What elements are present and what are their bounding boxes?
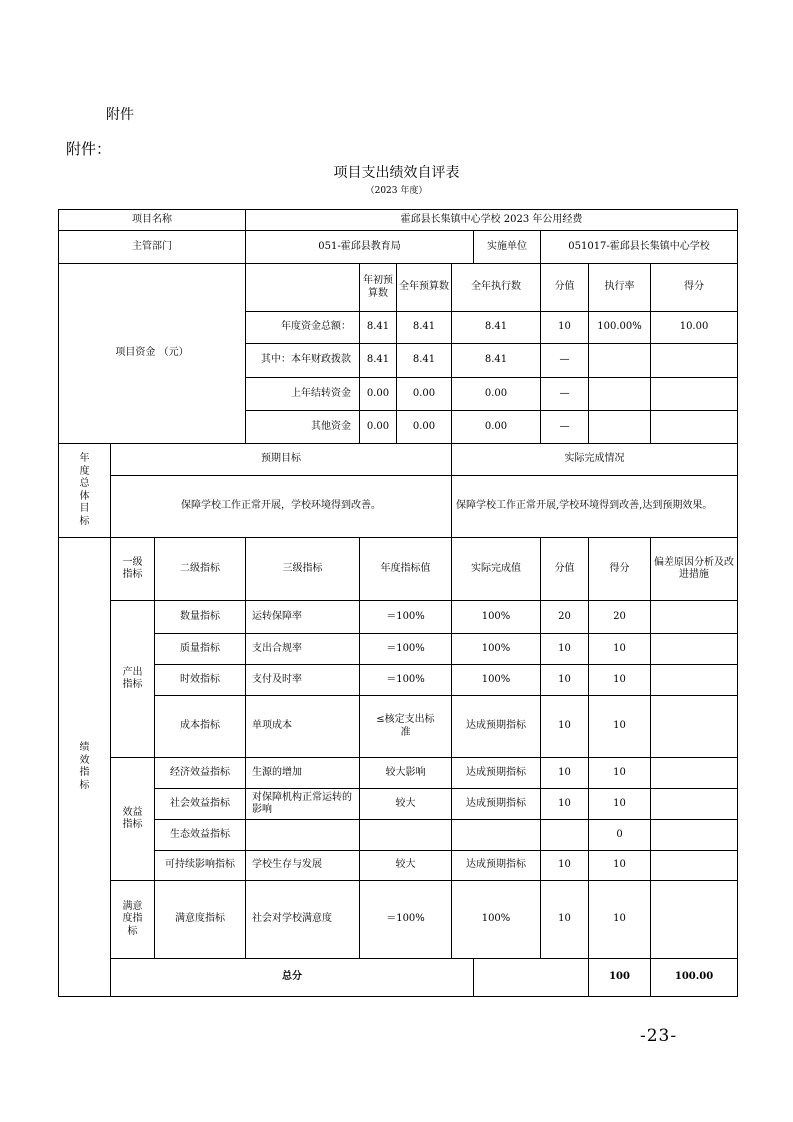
annual-value-cell [360, 820, 452, 851]
annual-value-cell: ＝100% [360, 881, 452, 959]
funds-annual: 8.41 [397, 312, 452, 344]
level1-output: 产出指标 [111, 601, 155, 758]
actual-value-cell [452, 820, 541, 851]
funds-score: 10.00 [651, 312, 738, 344]
score-value-cell: 10 [541, 758, 589, 789]
indicators-header-row [59, 538, 738, 601]
indicator-row [59, 758, 738, 789]
funds-label: 项目资金 （元） [59, 264, 246, 444]
level3-cell: 运转保障率 [246, 601, 360, 634]
goals-actual: 保障学校工作正常开展,学校环境得到改善,达到预期效果。 [452, 476, 738, 538]
funds-header-row [59, 264, 738, 312]
actual-value-cell: 100% [452, 634, 541, 665]
level2-cell: 可持续影响指标 [155, 851, 246, 881]
actual-value-cell: 100% [452, 881, 541, 959]
funds-row-label: 其中：本年财政拨款 [246, 344, 360, 378]
annual-value-cell: ＝100% [360, 634, 452, 665]
funds-score [651, 378, 738, 411]
level2-cell: 成本指标 [155, 696, 246, 758]
level2-cell: 社会效益指标 [155, 789, 246, 820]
actual-value-cell: 达成预期指标 [452, 758, 541, 789]
score-value-cell: 10 [541, 789, 589, 820]
score-cell: 10 [589, 665, 651, 696]
analysis-cell [651, 696, 738, 758]
analysis-cell [651, 851, 738, 881]
funds-score-value: 10 [541, 312, 589, 344]
funds-row-label: 年度资金总额： [246, 312, 360, 344]
total-row [59, 959, 738, 997]
level3-cell: 单项成本 [246, 696, 360, 758]
header-analysis: 偏差原因分析及改进措施 [651, 538, 738, 601]
funds-score-value: — [541, 344, 589, 378]
goals-expected-label: 预期目标 [111, 444, 452, 476]
actual-value-cell: 达成预期指标 [452, 696, 541, 758]
funds-rate [589, 411, 651, 444]
funds-header-blank [246, 264, 360, 312]
self-evaluation-table [58, 209, 738, 997]
indicator-row [59, 820, 738, 851]
funds-rate: 100.00% [589, 312, 651, 344]
funds-rate [589, 378, 651, 411]
funds-row-label: 上年结转资金 [246, 378, 360, 411]
goals-actual-label: 实际完成情况 [452, 444, 738, 476]
funds-annual: 0.00 [397, 411, 452, 444]
score-cell: 10 [589, 789, 651, 820]
header-level2: 二级指标 [155, 538, 246, 601]
annual-value-cell: ＝100% [360, 601, 452, 634]
indicator-row [59, 789, 738, 820]
analysis-cell [651, 634, 738, 665]
funds-header-executed: 全年执行数 [452, 264, 541, 312]
level2-cell: 时效指标 [155, 665, 246, 696]
score-cell: 20 [589, 601, 651, 634]
level2-cell: 满意度指标 [155, 881, 246, 959]
analysis-cell [651, 881, 738, 959]
department-value: 051-霍邱县教育局 [246, 231, 474, 264]
funds-initial: 8.41 [360, 344, 397, 378]
goals-expected: 保障学校工作正常开展，学校环境得到改善。 [111, 476, 452, 538]
project-name-row [59, 210, 738, 231]
funds-initial: 8.41 [360, 312, 397, 344]
score-value-cell: 10 [541, 851, 589, 881]
annual-value-cell: ＝100% [360, 665, 452, 696]
score-value-cell: 10 [541, 696, 589, 758]
funds-executed: 8.41 [452, 344, 541, 378]
analysis-cell [651, 665, 738, 696]
score-value-cell: 10 [541, 665, 589, 696]
funds-annual: 0.00 [397, 378, 452, 411]
funds-score [651, 411, 738, 444]
level2-cell: 数量指标 [155, 601, 246, 634]
level2-cell: 质量指标 [155, 634, 246, 665]
funds-score-value: — [541, 411, 589, 444]
score-cell: 10 [589, 758, 651, 789]
funds-annual: 8.41 [397, 344, 452, 378]
indicator-row [59, 601, 738, 634]
unit-label: 实施单位 [474, 231, 541, 264]
level3-cell [246, 820, 360, 851]
analysis-cell [651, 601, 738, 634]
annual-value-cell: 较大 [360, 789, 452, 820]
funds-initial: 0.00 [360, 411, 397, 444]
score-cell: 10 [589, 634, 651, 665]
actual-value-cell: 达成预期指标 [452, 789, 541, 820]
header-annual-value: 年度指标值 [360, 538, 452, 601]
annual-value-cell: ≤核定支出标准 [360, 696, 452, 758]
indicator-row [59, 851, 738, 881]
actual-value-cell: 100% [452, 665, 541, 696]
funds-initial: 0.00 [360, 378, 397, 411]
goals-header-row [59, 444, 738, 476]
score-cell: 0 [589, 820, 651, 851]
level3-cell: 对保障机构正常运转的影响 [246, 789, 360, 820]
page-number: -23- [640, 1026, 678, 1046]
level3-cell: 支付及时率 [246, 665, 360, 696]
department-label: 主管部门 [59, 231, 246, 264]
level1-benefit: 效益指标 [111, 758, 155, 881]
project-name-value: 霍邱县长集镇中心学校 2023 年公用经费 [246, 210, 738, 231]
score-value-cell: 20 [541, 601, 589, 634]
attachment-top-label: 附件 [106, 107, 134, 123]
unit-value: 051017-霍邱县长集镇中心学校 [541, 231, 738, 264]
level3-cell: 学校生存与发展 [246, 851, 360, 881]
funds-header-rate: 执行率 [589, 264, 651, 312]
level3-cell: 生源的增加 [246, 758, 360, 789]
analysis-cell [651, 820, 738, 851]
analysis-cell [651, 758, 738, 789]
year-subtitle: （2023 年度） [365, 186, 428, 196]
attachment-label: 附件： [66, 140, 112, 158]
score-cell: 10 [589, 696, 651, 758]
funds-header-score-value: 分值 [541, 264, 589, 312]
level2-cell: 经济效益指标 [155, 758, 246, 789]
annual-value-cell: 较大影响 [360, 758, 452, 789]
header-score-value: 分值 [541, 538, 589, 601]
goals-label: 年度总体目标 [59, 444, 111, 538]
analysis-cell [651, 789, 738, 820]
total-score-value: 100 [589, 959, 651, 997]
indicator-row [59, 696, 738, 758]
score-value-cell: 10 [541, 634, 589, 665]
funds-executed: 0.00 [452, 378, 541, 411]
header-level1: 一级指标 [111, 538, 155, 601]
score-cell: 10 [589, 881, 651, 959]
level1-satisfaction: 满意度指标 [111, 881, 155, 959]
department-row [59, 231, 738, 264]
total-score: 100.00 [651, 959, 738, 997]
header-score: 得分 [589, 538, 651, 601]
header-level3: 三级指标 [246, 538, 360, 601]
funds-header-score: 得分 [651, 264, 738, 312]
goals-content-row [59, 476, 738, 538]
indicator-row [59, 634, 738, 665]
funds-header-initial: 年初预算数 [360, 264, 397, 312]
funds-score-value: — [541, 378, 589, 411]
page-title: 项目支出绩效自评表 [333, 165, 460, 181]
header-actual-value: 实际完成值 [452, 538, 541, 601]
funds-row-label: 其他资金 [246, 411, 360, 444]
project-name-label: 项目名称 [59, 210, 246, 231]
funds-header-annual: 全年预算数 [397, 264, 452, 312]
annual-value-cell: 较大 [360, 851, 452, 881]
total-blank [474, 959, 589, 997]
level3-cell: 支出合规率 [246, 634, 360, 665]
level3-cell: 社会对学校满意度 [246, 881, 360, 959]
score-value-cell: 10 [541, 881, 589, 959]
actual-value-cell: 100% [452, 601, 541, 634]
score-value-cell [541, 820, 589, 851]
score-cell: 10 [589, 851, 651, 881]
funds-executed: 8.41 [452, 312, 541, 344]
indicator-row [59, 881, 738, 959]
actual-value-cell: 达成预期指标 [452, 851, 541, 881]
indicator-row [59, 665, 738, 696]
indicators-label: 绩效指标 [59, 538, 111, 997]
funds-executed: 0.00 [452, 411, 541, 444]
level2-cell: 生态效益指标 [155, 820, 246, 851]
funds-rate [589, 344, 651, 378]
total-label: 总分 [111, 959, 474, 997]
funds-score [651, 344, 738, 378]
